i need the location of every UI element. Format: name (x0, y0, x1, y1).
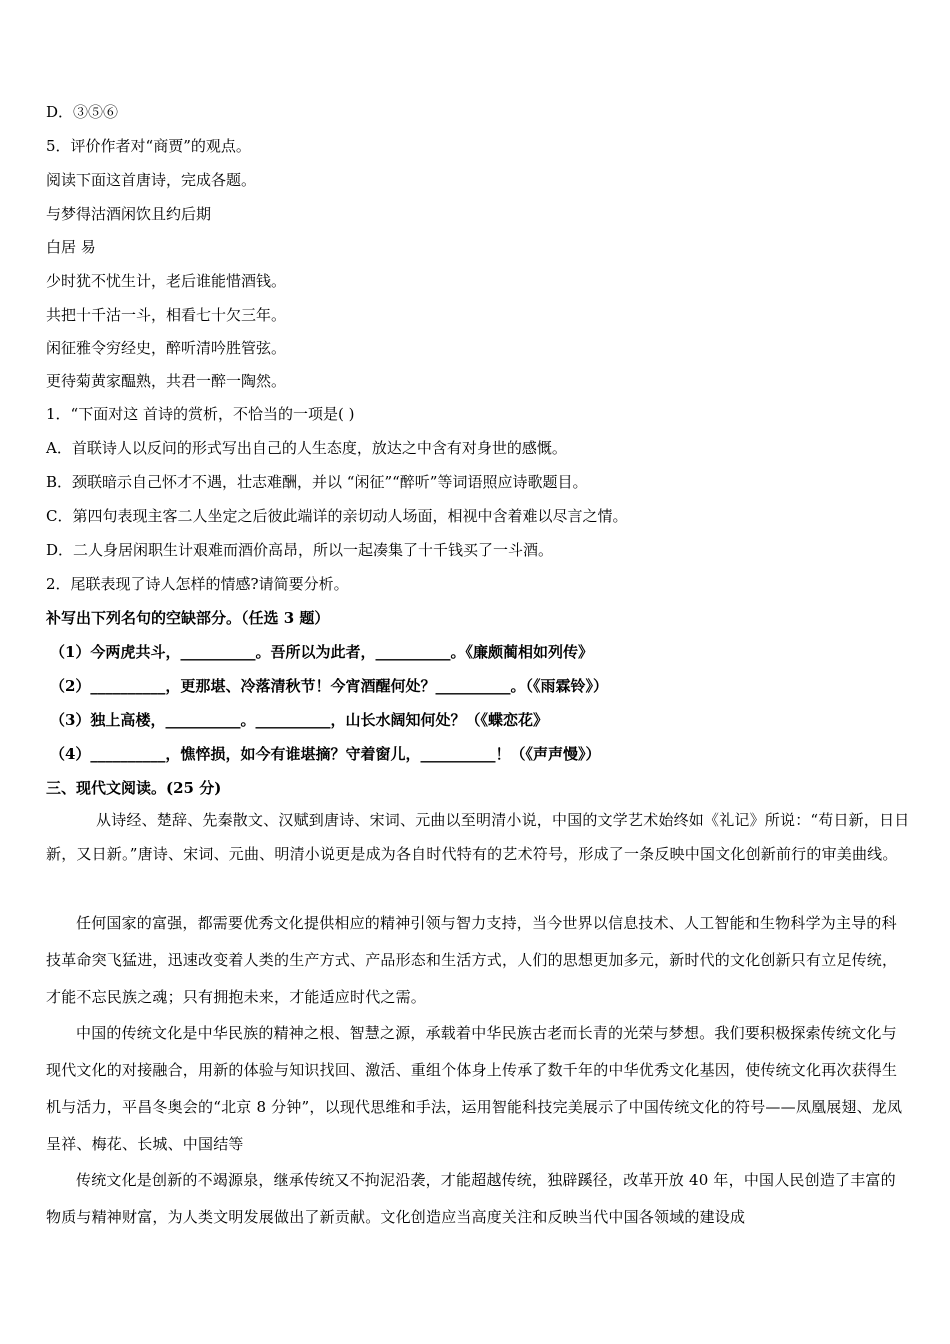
poem-title: 与梦得沽酒闲饮且约后期 (46, 205, 212, 223)
fill-blank-2: （2）__________，更那堪、冷落清秋节！今宵酒醒何处？__________。（《雨霖铃》） (50, 677, 608, 695)
poem-line-2: 共把十千沽一斗，相看七十欠三年。 (46, 306, 287, 324)
poem-line-3: 闲征雅令穷经史，醉听清吟胜管弦。 (46, 339, 287, 357)
question-5: 5．评价作者对“商贾”的观点。 (46, 137, 251, 155)
question-2: 2．尾联表现了诗人怎样的情感?请简要分析。 (46, 575, 349, 593)
option-a: A．首联诗人以反问的形式写出自己的人生态度，放达之中含有对身世的感慨。 (46, 439, 567, 457)
reading-intro: 阅读下面这首唐诗，完成各题。 (46, 171, 257, 189)
passage-paragraph-2: 任何国家的富强，都需要优秀文化提供相应的精神引领与智力支持，当今世界以信息技术、人工智能和生物科学为主导的科技革命突飞猛进，迅速改变着人类的生产方式、产品形态和生活方式，人们的思想更加多元，新时代的文化创新只有立足传统，才能不忘民族之魂；只有拥抱未来，才能适应时代之需。 (46, 914, 898, 1006)
poem-line-4: 更待菊黄家醖熟，共君一醉一陶然。 (46, 372, 287, 390)
poem-line-1: 少时犹不忧生计，老后谁能惜酒钱。 (46, 272, 287, 290)
fill-blank-1: （1）今两虎共斗，__________。吾所以为此者，__________。《廉颇蔺相如列传》 (50, 643, 593, 661)
fill-blank-4: （4）__________，憔悴损，如今有谁堪摘？守着窗儿，__________！（《声声慢》） (50, 745, 601, 763)
section-3-heading: 三、现代文阅读。(25 分) (46, 779, 222, 797)
option-d-line: D．③⑤⑥ (46, 103, 119, 121)
poem-author: 白居 易 (46, 238, 96, 256)
option-c: C．第四句表现主客二人坐定之后彼此端详的亲切动人场面，相视中含着难以尽言之情。 (46, 507, 628, 525)
passage-paragraph-1: 从诗经、楚辞、先秦散文、汉赋到唐诗、宋词、元曲以至明清小说，中国的文学艺术始终如《礼记》所说：“苟日新，日日新，又日新。”唐诗、宋词、元曲、明清小说更是成为各自时代特有的艺术符号，形成了一条反映中国文化创新前行的审美曲线。 (46, 811, 910, 863)
passage-paragraph-3: 中国的传统文化是中华民族的精神之根、智慧之源，承载着中华民族古老而长青的光荣与梦想。我们要积极探索传统文化与现代文化的对接融合，用新的体验与知识找回、激活、重组个体身上传承了数千年的中华优秀文化基因，使传统文化再次获得生机与活力，平昌冬奥会的“北京 8 分钟”，以现代思维和手法，运用智能科技完美展示了中国传统文化的符号——凤凰展翅、龙凤呈祥、梅花、长城、中国结等 (46, 1024, 903, 1153)
option-b: B．颈联暗示自己怀才不遇，壮志难酬，并以 “闲征”“醉听”等词语照应诗歌题目。 (46, 473, 588, 491)
question-1: 1．“下面对这 首诗的赏析，不恰当的一项是( ) (46, 405, 355, 423)
fill-blank-title: 补写出下列名句的空缺部分。（任选 3 题） (46, 609, 330, 627)
fill-blank-3: （3）独上高楼，__________。__________，山长水阔知何处？（《蝶恋花》 (50, 711, 548, 729)
option-d: D．二人身居闲职生计艰难而酒价高昂，所以一起凑集了十千钱买了一斗酒。 (46, 541, 554, 559)
passage-paragraph-4: 传统文化是创新的不竭源泉，继承传统又不拘泥沿袭，才能超越传统，独辟蹊径，改革开放 40 年，中国人民创造了丰富的物质与精神财富，为人类文明发展做出了新贡献。文化创造应当高度关注和反映当代中国各领域的建设成 (46, 1171, 896, 1226)
